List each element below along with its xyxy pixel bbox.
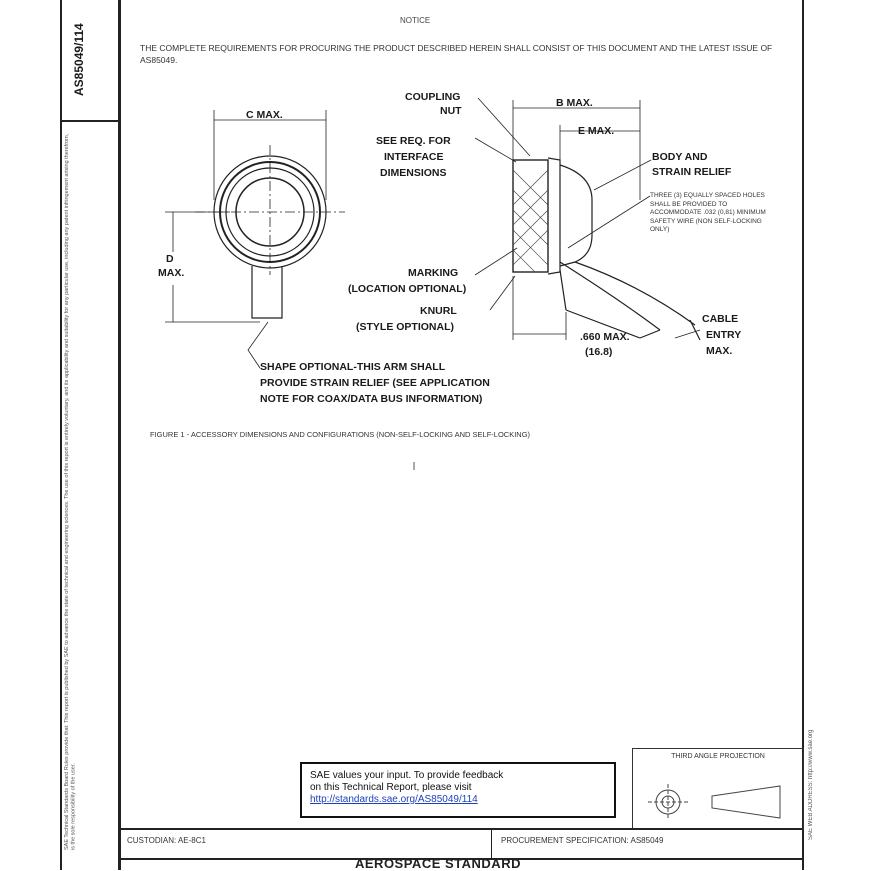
notice-heading: NOTICE <box>400 16 431 25</box>
feedback-link[interactable]: http://standards.sae.org/AS85049/114 <box>310 794 478 805</box>
c-max-label: C MAX. <box>246 109 283 121</box>
left-margin-note: SAE Technical Standards Board Rules provide that: This report is published by SAE to advance the state of technical and engineering sciences. The use of this report is entirely voluntary, and its applicability and suitability for any particular use, including any patent infringement arising therefrom, is the sole responsibility of the user. <box>64 133 77 850</box>
custodian-text: CUSTODIAN: AE-8C1 <box>127 836 206 845</box>
dim-168-label: (16.8) <box>585 346 613 358</box>
cable-label-1: CABLE <box>702 313 739 325</box>
procurement-text: PROCUREMENT SPECIFICATION: AS85049 <box>501 836 664 845</box>
feedback-line-2: on this Technical Report, please visit <box>310 782 472 793</box>
projection-title: THIRD ANGLE PROJECTION <box>671 753 765 760</box>
cable-label-2: ENTRY <box>706 329 742 341</box>
shape-note-2: PROVIDE STRAIN RELIEF (SEE APPLICATION <box>260 377 490 389</box>
figure-caption: FIGURE 1 - ACCESSORY DIMENSIONS AND CONFIGURATIONS (NON-SELF-LOCKING AND SELF-LOCKING) <box>150 430 531 439</box>
e-max-label: E MAX. <box>578 125 615 137</box>
requirements-text: THE COMPLETE REQUIREMENTS FOR PROCURING THE PRODUCT DESCRIBED HEREIN SHALL CONSIST OF THIS DOCUMENT AND THE LATEST ISSUE OF AS85049. <box>140 43 773 65</box>
d-label: D <box>166 253 174 265</box>
knurl-label-2: (STYLE OPTIONAL) <box>356 321 454 333</box>
body-label-1: BODY AND <box>652 151 708 163</box>
feedback-box <box>300 762 616 818</box>
see-req-label-3: DIMENSIONS <box>380 167 447 179</box>
see-req-label-1: SEE REQ. FOR <box>376 135 451 147</box>
marking-label-1: MARKING <box>408 267 459 279</box>
knurl-label-1: KNURL <box>420 305 457 317</box>
three-holes-note: THREE (3) EQUALLY SPACED HOLES SHALL BE PROVIDED TO ACCOMMODATE .032 (0,81) MINIMUM SAFETY WIRE (NON SELF-LOCKING ONLY) <box>650 192 766 233</box>
aerospace-standard-title: AEROSPACE STANDARD <box>355 856 521 871</box>
body-label-2: STRAIN RELIEF <box>652 166 732 178</box>
projection-box <box>632 748 804 830</box>
shape-note-1: SHAPE OPTIONAL-THIS ARM SHALL <box>260 361 446 373</box>
dim-660-label: .660 MAX. <box>580 331 630 343</box>
coupling-nut-label-1: COUPLING <box>405 91 461 103</box>
shape-note-3: NOTE FOR COAX/DATA BUS INFORMATION) <box>260 393 483 405</box>
title-block-divider <box>491 830 492 858</box>
coupling-nut-label-2: NUT <box>440 105 462 117</box>
right-margin-note: SAE WEB ADDRESS: http://www.sae.org <box>808 729 814 840</box>
see-req-label-2: INTERFACE <box>384 151 444 163</box>
b-max-label: B MAX. <box>556 97 593 109</box>
feedback-line-1: SAE values your input. To provide feedback <box>310 770 504 781</box>
doc-number: AS85049/114 <box>72 23 86 97</box>
cable-label-3: MAX. <box>706 345 733 357</box>
marking-label-2: (LOCATION OPTIONAL) <box>348 283 467 295</box>
d-max-label: MAX. <box>158 267 185 279</box>
